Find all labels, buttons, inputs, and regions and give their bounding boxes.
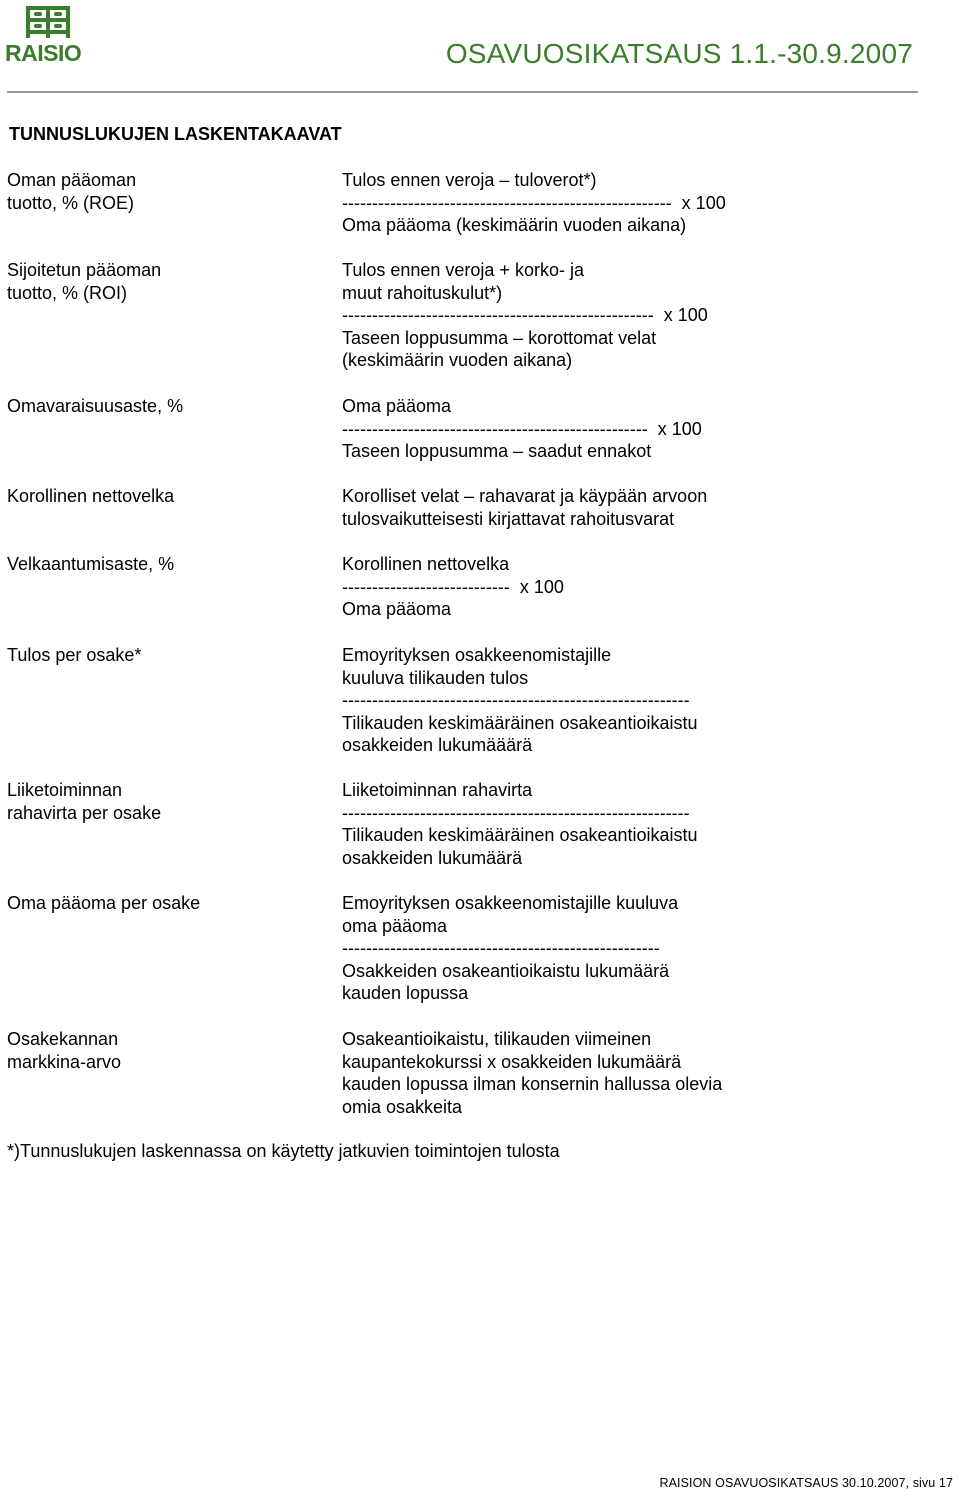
formula-label-market-cap: Osakekannan markkina-arvo bbox=[7, 1029, 122, 1072]
formula-equity-per-share: Emoyrityksen osakkeenomistajille kuuluva oma pääoma ----------------------------------------------------- Osakkeiden osakeantioikaistu lukumäärä kauden lopussa bbox=[342, 893, 679, 1004]
page-footer: RAISION OSAVUOSIKATSAUS 30.10.2007, sivu 17 bbox=[659, 1476, 953, 1490]
formula-gearing: Korollinen nettovelka ---------------------------- x 100 Oma pääoma bbox=[342, 554, 564, 620]
section-title: TUNNUSLUKUJEN LASKENTAKAAVAT bbox=[9, 124, 342, 144]
footnote: *)Tunnuslukujen laskennassa on käytetty jatkuvien toimintojen tulosta bbox=[7, 1141, 560, 1161]
formula-label-net-debt: Korollinen nettovelka bbox=[7, 486, 175, 506]
formula-label-roe: Oman pääoman tuotto, % (ROE) bbox=[7, 170, 137, 213]
formula-cash-flow-per-share: Liiketoiminnan rahavirta ---------------------------------------------------------- Tilikauden keskimääräinen osakeantioikaistu osakkeiden lukumäärä bbox=[342, 780, 698, 868]
formula-equity-ratio: Oma pääoma --------------------------------------------------- x 100 Taseen loppusumma – saadut ennakot bbox=[342, 396, 702, 462]
formula-label-equity-per-share: Oma pääoma per osake bbox=[7, 893, 201, 913]
header-divider bbox=[7, 91, 918, 93]
formula-market-cap: Osakeantioikaistu, tilikauden viimeinen kaupantekokurssi x osakkeiden lukumäärä kauden lopussa ilman konsernin hallussa olevia omia osakkeita bbox=[342, 1029, 723, 1117]
formula-eps: Emoyrityksen osakkeenomistajille kuuluva tilikauden tulos ---------------------------------------------------------- Tilikauden keskimääräinen osakeantioikaistu osakkeiden lukumääärä bbox=[342, 645, 698, 756]
formula-roe: Tulos ennen veroja – tuloverot*) ------------------------------------------------------- x 100 Oma pääoma (keskimäärin vuoden aikana) bbox=[342, 170, 726, 236]
formula-net-debt: Korolliset velat – rahavarat ja käypään arvoon tulosvaikutteisesti kirjattavat rahoitusvarat bbox=[342, 486, 708, 529]
formula-label-cash-flow-per-share: Liiketoiminnan rahavirta per osake bbox=[7, 780, 162, 823]
formula-label-roi: Sijoitetun pääoman tuotto, % (ROI) bbox=[7, 260, 162, 303]
logo-wordmark: RAISIO bbox=[5, 40, 82, 66]
formula-roi: Tulos ennen veroja + korko- ja muut rahoituskulut*) ---------------------------------------------------- x 100 Taseen loppusumma – korottomat velat (keskimäärin vuoden aikana) bbox=[342, 260, 708, 371]
formula-label-gearing: Velkaantumisaste, % bbox=[7, 554, 175, 574]
report-title: OSAVUOSIKATSAUS 1.1.-30.9.2007 bbox=[445, 38, 913, 69]
formula-label-equity-ratio: Omavaraisuusaste, % bbox=[7, 396, 184, 416]
formula-label-eps: Tulos per osake* bbox=[7, 645, 142, 665]
